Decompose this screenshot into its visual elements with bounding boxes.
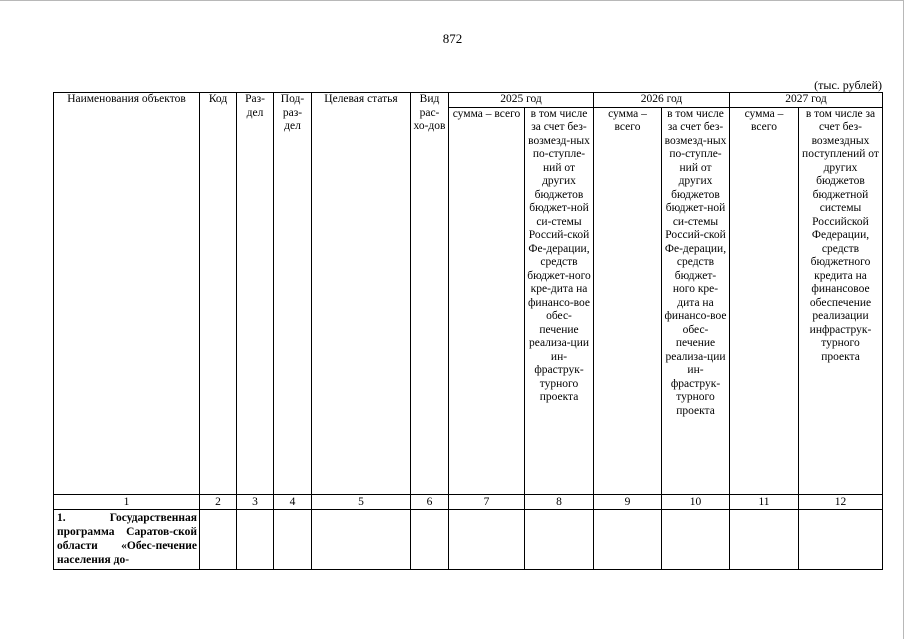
table-cell (662, 509, 730, 569)
column-number: 5 (312, 494, 411, 509)
table-cell (525, 509, 594, 569)
column-number: 2 (200, 494, 237, 509)
table-cell (411, 509, 449, 569)
units-label: (тыс. рублей) (814, 78, 882, 92)
header-target-article: Целевая статья (312, 93, 411, 495)
header-row-years (54, 93, 883, 108)
table-cell (274, 509, 312, 569)
table-cell (594, 509, 662, 569)
column-number: 10 (662, 494, 730, 509)
header-subsection: Под-раз-дел (274, 93, 312, 495)
table-cell (200, 509, 237, 569)
column-number: 8 (525, 494, 594, 509)
header-including-2027: в том числе за счет без-возмездных поступлений от других бюджетов бюджетной системы Российской Федерации, средств бюджетного кредита на финансовое обеспечение реализации инфраструк-турного проекта (799, 107, 883, 494)
column-number: 1 (54, 494, 200, 509)
column-number: 9 (594, 494, 662, 509)
column-number: 4 (274, 494, 312, 509)
column-number: 6 (411, 494, 449, 509)
table-cell (799, 509, 883, 569)
header-year-2027: 2027 год (730, 93, 883, 108)
column-number: 7 (449, 494, 525, 509)
header-section: Раз-дел (237, 93, 274, 495)
program-name: 1. Государственная программа Саратов-ской области «Обес-печение населения до- (54, 509, 200, 569)
header-name: Наименования объектов (54, 93, 200, 495)
budget-table (53, 92, 883, 570)
header-year-2026: 2026 год (594, 93, 730, 108)
header-total-2025: сумма – всего (449, 107, 525, 494)
table-cell (730, 509, 799, 569)
column-number: 3 (237, 494, 274, 509)
column-number: 11 (730, 494, 799, 509)
header-total-2026: сумма – всего (594, 107, 662, 494)
header-code: Код (200, 93, 237, 495)
table-cell (312, 509, 411, 569)
header-including-2026: в том числе за счет без-возмезд-ных по-ступле-ний от других бюджетов бюджет-ной си-стемы Россий-ской Фе-дерации, средств бюджет-ного кре-дита на финансо-вое обес-печение реализа-ции ин-фраструк-турного проекта (662, 107, 730, 494)
column-number: 12 (799, 494, 883, 509)
table-row (54, 509, 883, 569)
header-total-2027: сумма – всего (730, 107, 799, 494)
header-including-2025: в том числе за счет без-возмезд-ных по-ступле-ний от других бюджетов бюджет-ной си-стемы Россий-ской Фе-дерации, средств бюджет-ного кре-дита на финансо-вое обес-печение реализа-ции ин-фраструк-турного проекта (525, 107, 594, 494)
page-number: 872 (442, 31, 463, 46)
table-cell (449, 509, 525, 569)
table-cell (237, 509, 274, 569)
column-number-row (54, 494, 883, 509)
header-expense-type: Вид рас-хо-дов (411, 93, 449, 495)
header-year-2025: 2025 год (449, 93, 594, 108)
